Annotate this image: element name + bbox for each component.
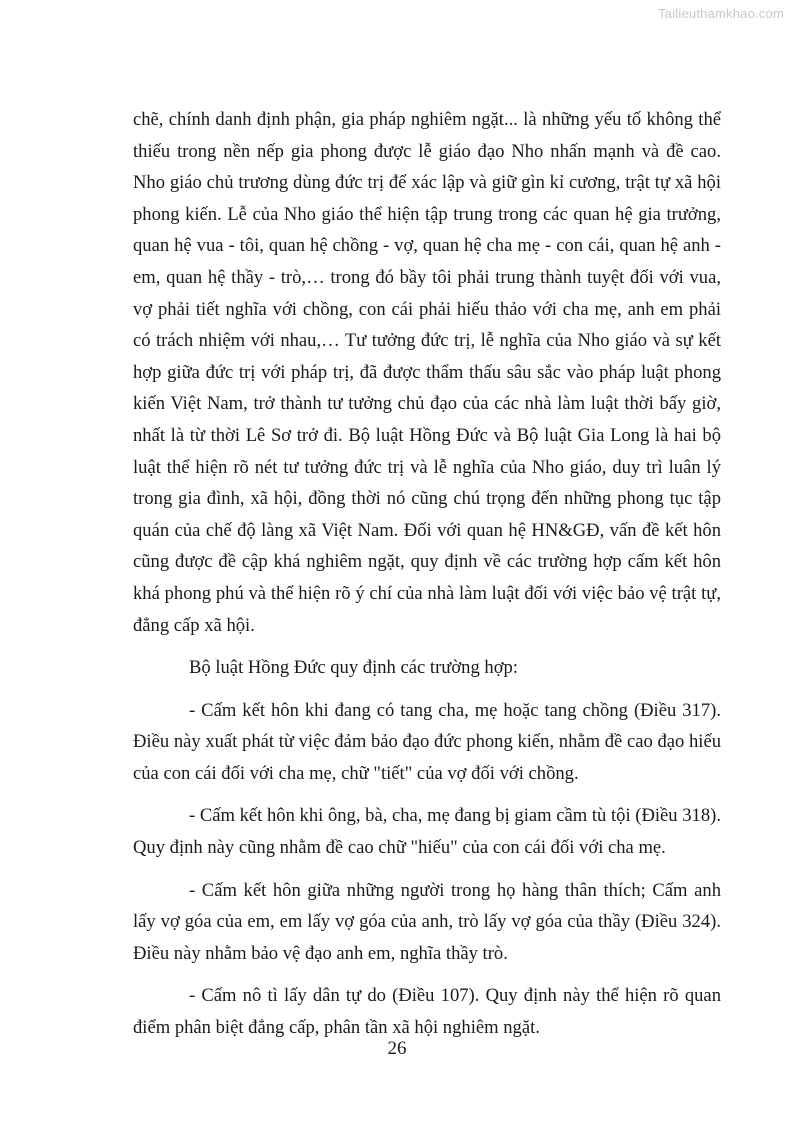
paragraph-rule-317: - Cấm kết hôn khi đang có tang cha, mẹ hoặc tang chồng (Điều 317). Điều này xuất phát từ việc đảm bảo đạo đức phong kiến, nhằm đề cao đạo hiếu của con cái đối với cha mẹ, chữ "tiết" của vợ đối với chồng. (133, 699, 721, 784)
paragraph-intro: chẽ, chính danh định phận, gia pháp nghiêm ngặt... là những yếu tố không thể thiếu trong nền nếp gia phong được lễ giáo đạo Nho nhấn mạnh và đề cao. Nho giáo chủ trương dùng đức trị để xác lập và giữ gìn kỉ cương, trật tự xã hội phong kiến. Lễ của Nho giáo thể hiện tập trung trong các quan hệ gia trưởng, quan hệ vua - tôi, quan hệ chồng - vợ, quan hệ cha mẹ - con cái, quan hệ anh - em, quan hệ thầy - trò,… trong đó bầy tôi phải trung thành tuyệt đối với vua, vợ phải tiết nghĩa với chồng, con cái phải hiếu thảo với cha mẹ, anh em phải có trách nhiệm với nhau,… Tư tưởng đức trị, lễ nghĩa của Nho giáo và sự kết hợp giữa đức trị với pháp trị, đã được thẩm thấu sâu sắc vào pháp luật phong kiến Việt Nam, trở thành tư tưởng chủ đạo của các nhà làm luật thời bấy giờ, nhất là từ thời Lê Sơ trở đi. Bộ luật Hồng Đức và Bộ luật Gia Long là hai bộ luật thể hiện rõ nét tư tưởng đức trị và lễ nghĩa của Nho giáo, duy trì luân lý trong gia đình, xã hội, đồng thời nó cũng chú trọng đến những phong tục tập quán của chế độ làng xã Việt Nam. Đối với quan hệ HN&GĐ, vấn đề kết hôn cũng được đề cập khá nghiêm ngặt, quy định về các trường hợp cấm kết hôn khá phong phú và thể hiện rõ ý chí của nhà làm luật đối với việc bảo vệ trật tự, đẳng cấp xã hội. (133, 109, 721, 636)
watermark-text: Tailieuthamkhao.com (658, 6, 784, 21)
paragraph-rule-324: - Cấm kết hôn giữa những người trong họ hàng thân thích; Cấm anh lấy vợ góa của em, em lấy vợ góa của anh, trò lấy vợ góa của thầy (Điều 324). Điều này nhằm bảo vệ đạo anh em, nghĩa thầy trò. (133, 879, 721, 964)
document-body (133, 104, 721, 1055)
paragraph-rule-107: - Cấm nô tì lấy dân tự do (Điều 107). Quy định này thể hiện rõ quan điểm phân biệt đẳng cấp, phân tần xã hội nghiêm ngặt. (133, 985, 721, 1039)
page-number: 26 (387, 1038, 407, 1059)
paragraph-rule-318: - Cấm kết hôn khi ông, bà, cha, mẹ đang bị giam cầm tù tội (Điều 318). Quy định này cũng nhằm đề cao chữ "hiếu" của con cái đối với cha mẹ. (133, 805, 721, 859)
paragraph-hong-duc-heading: Bộ luật Hồng Đức quy định các trường hợp: (189, 657, 519, 679)
